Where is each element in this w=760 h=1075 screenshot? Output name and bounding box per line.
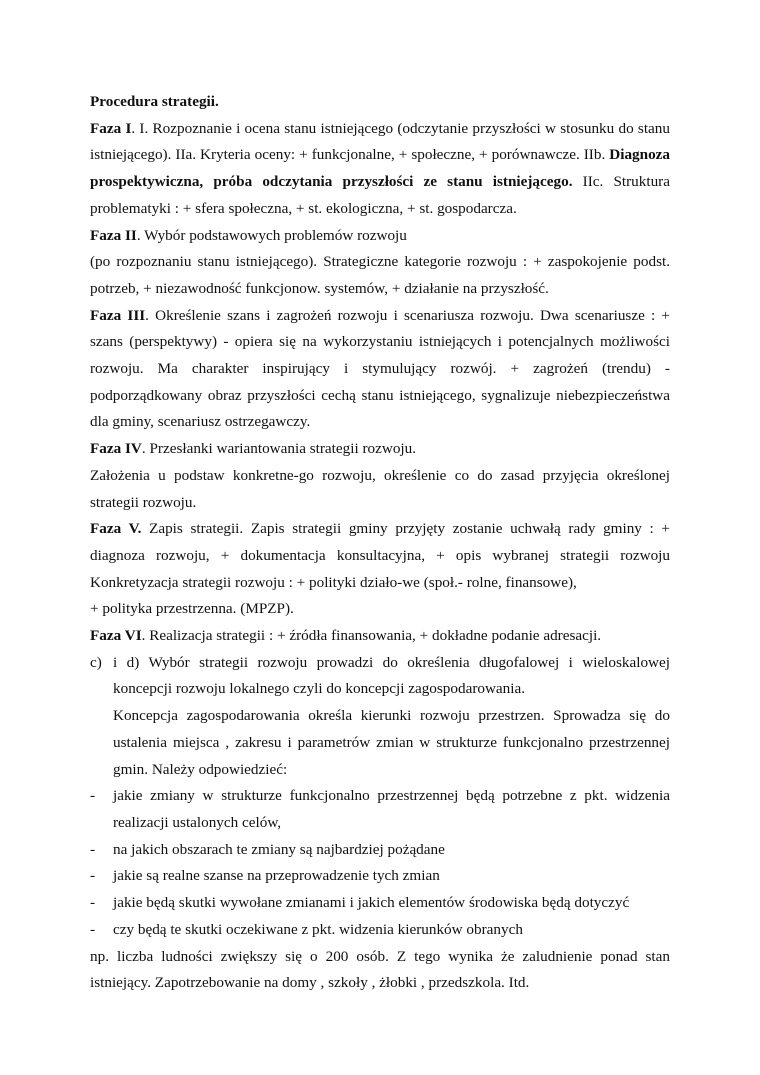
bullet-marker: -: [90, 894, 96, 912]
phase-4-text: . Przesłanki wariantowania strategii rozwoju.: [141, 440, 417, 458]
phase-4-label: Faza IV: [90, 440, 142, 458]
cd-concept-text: Koncepcja zagospodarowania określa kierunki rozwoju przestrzen. Sprowadza się do ustalenia miejsca , zakresu i parametrów zmian w strukturze funkcjonalno przestrzennej gmin. Należy odpowiedzieć:: [113, 707, 670, 778]
phase-6-label: Faza VI: [90, 627, 142, 645]
bullet-text: na jakich obszarach te zmiany są najbardziej pożądane: [113, 840, 445, 858]
phase-3-label: Faza III: [90, 306, 146, 324]
bullet-marker: -: [90, 840, 96, 858]
phase-2-label: Faza II: [90, 226, 137, 244]
phase-3-paragraph: [90, 303, 670, 437]
phase-1-paragraph: [90, 116, 670, 223]
list-item: [90, 863, 670, 890]
bullet-marker: -: [90, 867, 96, 885]
bullet-text: jakie są realne szanse na przeprowadzenie tych zmian: [113, 867, 440, 885]
cd-marker: c): [90, 653, 102, 671]
phase-5-paragraph: [90, 516, 670, 596]
bullet-text: czy będą te skutki oczekiwane z pkt. widzenia kierunków obranych: [113, 920, 523, 938]
phase-2-paragraph: [90, 223, 670, 250]
bullet-marker: -: [90, 920, 96, 938]
phase-6-text: . Realizacja strategii : + źródła finansowania, + dokładne podanie adresacji.: [141, 627, 602, 645]
bullet-marker: -: [90, 787, 96, 805]
phase-1-label: Faza I: [90, 119, 132, 137]
list-item: [90, 783, 670, 836]
phase-2-text: . Wybór podstawowych problemów rozwoju: [136, 226, 407, 244]
bullet-text: jakie zmiany w strukturze funkcjonalno przestrzennej będą potrzebne z pkt. widzenia realizacji ustalonych celów,: [113, 787, 670, 831]
page-title: Procedura strategii.: [90, 93, 219, 110]
document-body: [90, 89, 670, 997]
phase-5-text: Zapis strategii. Zapis strategii gminy przyjęty zostanie uchwałą rady gminy : + diagnoza rozwoju, + dokumentacja konsultacyjna, + opis wybranej strategii rozwoju Konkretyzacja strategii rozwoju : + polityki działo-we (społ.- rolne, finansowe),: [90, 520, 670, 591]
phase-1-text: . I. Rozpoznanie i ocena stanu istniejącego (odczytanie przyszłości w stosunku do stanu istniejącego). IIa. Kryteria oceny: + funkcjonalne, + społeczne, + porównawcze. IIb.: [90, 119, 670, 164]
phase-1-bold-text: Diagnoza prospektywiczna, próba odczytania przyszłości ze stanu istniejącego.: [90, 146, 670, 191]
list-item: [90, 837, 670, 864]
phase-5-label: Faza V.: [90, 520, 142, 538]
list-item: [90, 917, 670, 944]
list-item: [90, 890, 670, 917]
phase-5-continuation: + polityka przestrzenna. (MPZP).: [90, 600, 294, 618]
cd-list-item: [90, 650, 670, 784]
phase-6-paragraph: [90, 623, 670, 650]
bullet-text: jakie będą skutki wywołane zmianami i jakich elementów środowiska będą dotyczyć: [113, 894, 630, 912]
cd-text: i d) Wybór strategii rozwoju prowadzi do określenia długofalowej i wieloskalowej koncepcji rozwoju lokalnego czyli do koncepcji zagospodarowania.: [113, 653, 670, 698]
phase-1-text-end: IIc. Struktura problematyki : + sfera społeczna, + st. ekologiczna, + st. gospodarcza.: [90, 173, 670, 217]
phase-4-continuation: Założenia u podstaw konkretne-go rozwoju, określenie co do zasad przyjęcia określonej strategii rozwoju.: [90, 466, 670, 511]
phase-3-text: . Określenie szans i zagrożeń rozwoju i scenariusza rozwoju. Dwa scenariusze : + szans (perspektywy) - opiera się na wykorzystaniu istniejących i potencjalnych możliwości rozwoju. Ma charakter inspirujący i stymulujący rozwój. + zagrożeń (trendu) - podporządkowany obraz przyszłości cechą stanu istniejącego, sygnalizuje niebezpieczeństwa dla gminy, scenariusz ostrzegawczy.: [90, 306, 670, 431]
phase-2-continuation: (po rozpoznaniu stanu istniejącego). Strategiczne kategorie rozwoju : + zaspokojenie podst. potrzeb, + niezawodność funkcjonow. systemów, + działanie na przyszłość.: [90, 253, 670, 297]
phase-4-paragraph: [90, 436, 670, 463]
closing-paragraph: np. liczba ludności zwiększy się o 200 osób. Z tego wynika że zaludnienie ponad stan istniejący. Zapotrzebowanie na domy , szkoły , żłobki , przedszkola. Itd.: [90, 947, 670, 992]
